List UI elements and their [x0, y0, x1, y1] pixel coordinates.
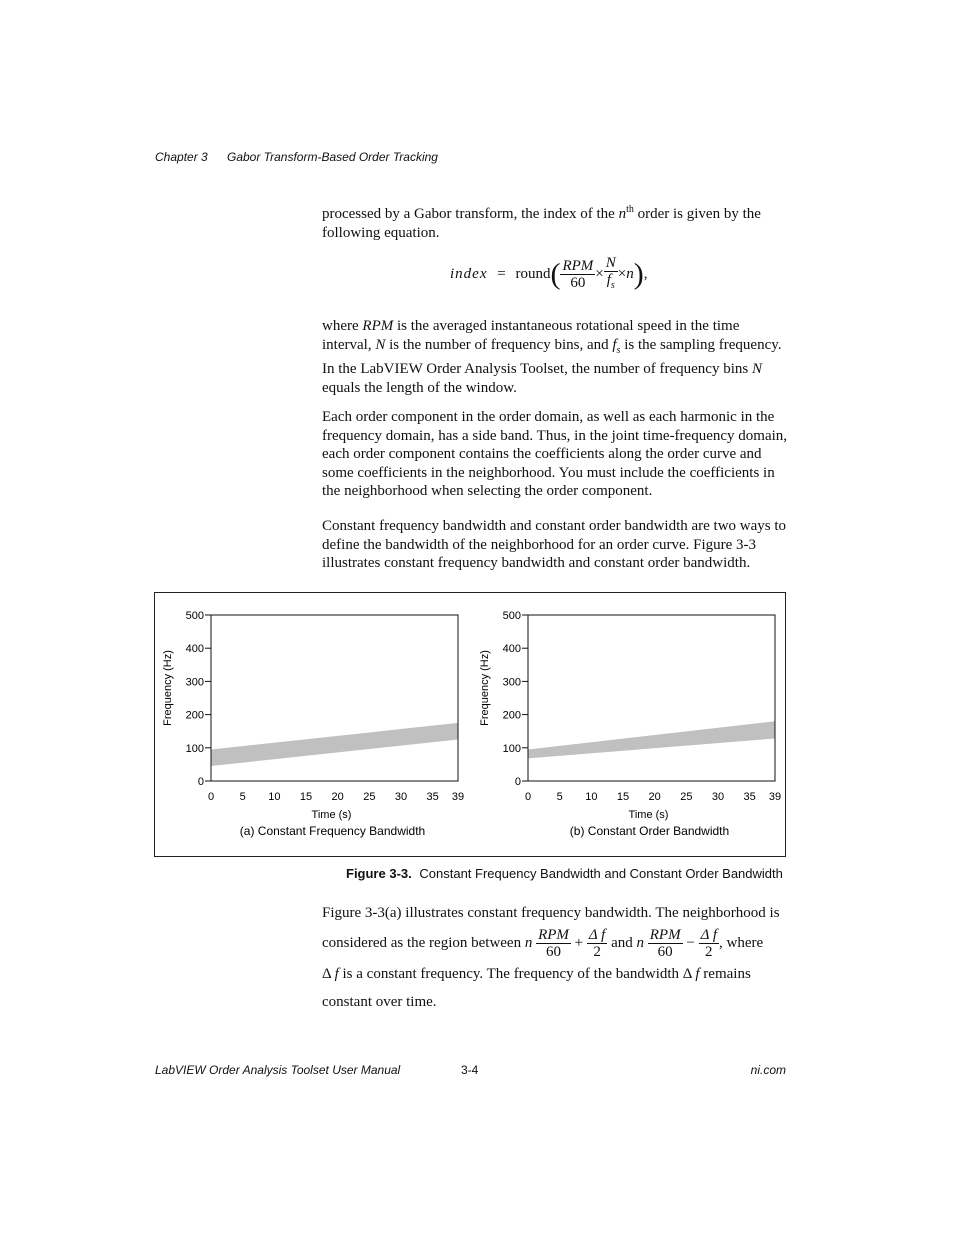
eq-n-fs-frac: $\frac{N}{f_s}$ — [605, 255, 616, 291]
y-tick-label: 400 — [185, 643, 204, 656]
y-tick-label: 300 — [185, 676, 204, 689]
subplot-title: (a) Constant Frequency Bandwidth — [239, 824, 426, 838]
y-tick-label: 100 — [185, 742, 204, 755]
eq-equals: = — [497, 265, 506, 282]
eq-times1: × — [595, 265, 604, 282]
eq-rpm-frac: $\frac{\text{RPM}}{60}$ — [562, 258, 594, 291]
eq-n: n — [626, 265, 634, 282]
figure-3-3 — [154, 592, 786, 857]
chart-b — [479, 610, 781, 838]
bandwidth-band — [211, 723, 458, 766]
y-tick-label: 200 — [502, 709, 521, 722]
intro-th: th — [626, 204, 634, 215]
y-axis-label: Frequency (Hz) — [162, 650, 174, 726]
y-tick-label: 0 — [197, 776, 204, 788]
x-axis-label: Time (s) — [311, 809, 352, 821]
y-tick-label: 200 — [185, 709, 204, 722]
intro-n: n — [618, 206, 627, 222]
figure-caption-text: Constant Frequency Bandwidth and Constant Order Bandwidth — [419, 866, 783, 881]
eq-comma: , — [643, 265, 648, 282]
y-tick-label: 300 — [502, 676, 521, 689]
x-tick-label: 20 — [648, 791, 661, 803]
x-tick-label: 35 — [426, 791, 439, 803]
x-tick-label: 15 — [299, 791, 313, 803]
footer-page-number: 3-4 — [461, 1063, 479, 1077]
subplot-title: (b) Constant Order Bandwidth — [569, 824, 730, 838]
y-tick-label: 100 — [502, 742, 521, 755]
intro-paragraph — [322, 201, 787, 242]
x-tick-label: 0 — [207, 791, 215, 803]
intro-text-a: processed by a Gabor transform, the index of the — [322, 206, 619, 222]
plot-frame — [528, 615, 775, 781]
x-tick-label: 15 — [616, 791, 630, 803]
y-tick-label: 400 — [502, 643, 521, 656]
x-tick-label: 25 — [363, 791, 376, 803]
x-tick-label: 10 — [585, 791, 598, 803]
x-tick-label: 25 — [680, 791, 693, 803]
paragraph-bandwidth-intro: Constant frequency bandwidth and constant order bandwidth are two ways to define the bandwidth of the neighborhood for an order curve. Figure 3-3 illustrates constant frequency bandwidth and constant order bandwidth. — [322, 518, 787, 571]
x-tick-label: 20 — [331, 791, 344, 803]
paragraph-rpm-definition: where RPM is the averaged instantaneous rotational speed in the time interval, N is the number of frequency bins, and $f_s$ is the sampling frequency. In the LabVIEW Order Analysis Toolset, the number of frequency bins N equals the length of the window. — [322, 318, 782, 396]
index-equation: index = round( $\frac{\text{RPM}}{60}$ × $\frac{N}{f_s}$ ×n), — [450, 255, 647, 294]
y-tick-label: 500 — [502, 610, 521, 622]
eq-index: index — [450, 265, 488, 282]
footer-manual-title: LabVIEW Order Analysis Toolset User Manual — [155, 1063, 401, 1077]
chapter-label: Chapter 3 — [155, 150, 208, 164]
y-tick-label: 0 — [514, 776, 521, 788]
chart-a — [162, 610, 464, 838]
bandwidth-band — [528, 721, 775, 758]
x-tick-label: 39 — [768, 791, 782, 803]
paragraph-side-band: Each order component in the order domain, as well as each harmonic in the frequency domain, has a side band. Thus, in the joint time-frequency domain, each order component contains the coefficients along the order curve and some coefficients in the neighborhood. You must include the coefficients in the neighborhood when selecting the order component. — [322, 409, 788, 499]
x-tick-label: 39 — [451, 791, 465, 803]
y-tick-label: 500 — [185, 610, 204, 622]
figure-3-3-svg — [155, 593, 785, 856]
figure-caption — [346, 866, 783, 881]
x-tick-label: 30 — [394, 791, 408, 803]
eq-round: round — [515, 265, 551, 282]
footer-website: ni.com — [750, 1063, 786, 1077]
x-tick-label: 35 — [743, 791, 756, 803]
x-tick-label: 30 — [711, 791, 725, 803]
figure-caption-label: Figure 3-3. — [346, 866, 412, 881]
x-tick-label: 0 — [524, 791, 532, 803]
x-tick-label: 5 — [556, 791, 563, 803]
paragraph-constant-frequency: Figure 3-3(a) illustrates constant frequency bandwidth. The neighborhood is considered as the region between n $\frac{\text{RPM}}{60}$ + $\frac{\text{Δ f}}{2}$ and n $\frac{\text{RPM}}{60}$ − $\frac{\text{Δ f}}{2}$ , where Δ f is a constant frequency. The frequency of the bandwidth Δ f remains constant over time. — [322, 905, 780, 1010]
intro-text-b: order is given by the following equation. — [322, 206, 761, 241]
y-axis-label: Frequency (Hz) — [479, 650, 491, 726]
chapter-title: Gabor Transform-Based Order Tracking — [227, 150, 438, 164]
running-header — [155, 150, 438, 164]
x-tick-label: 10 — [268, 791, 281, 803]
x-tick-label: 5 — [239, 791, 246, 803]
eq-times2: × — [617, 265, 627, 282]
x-axis-label: Time (s) — [628, 809, 669, 821]
